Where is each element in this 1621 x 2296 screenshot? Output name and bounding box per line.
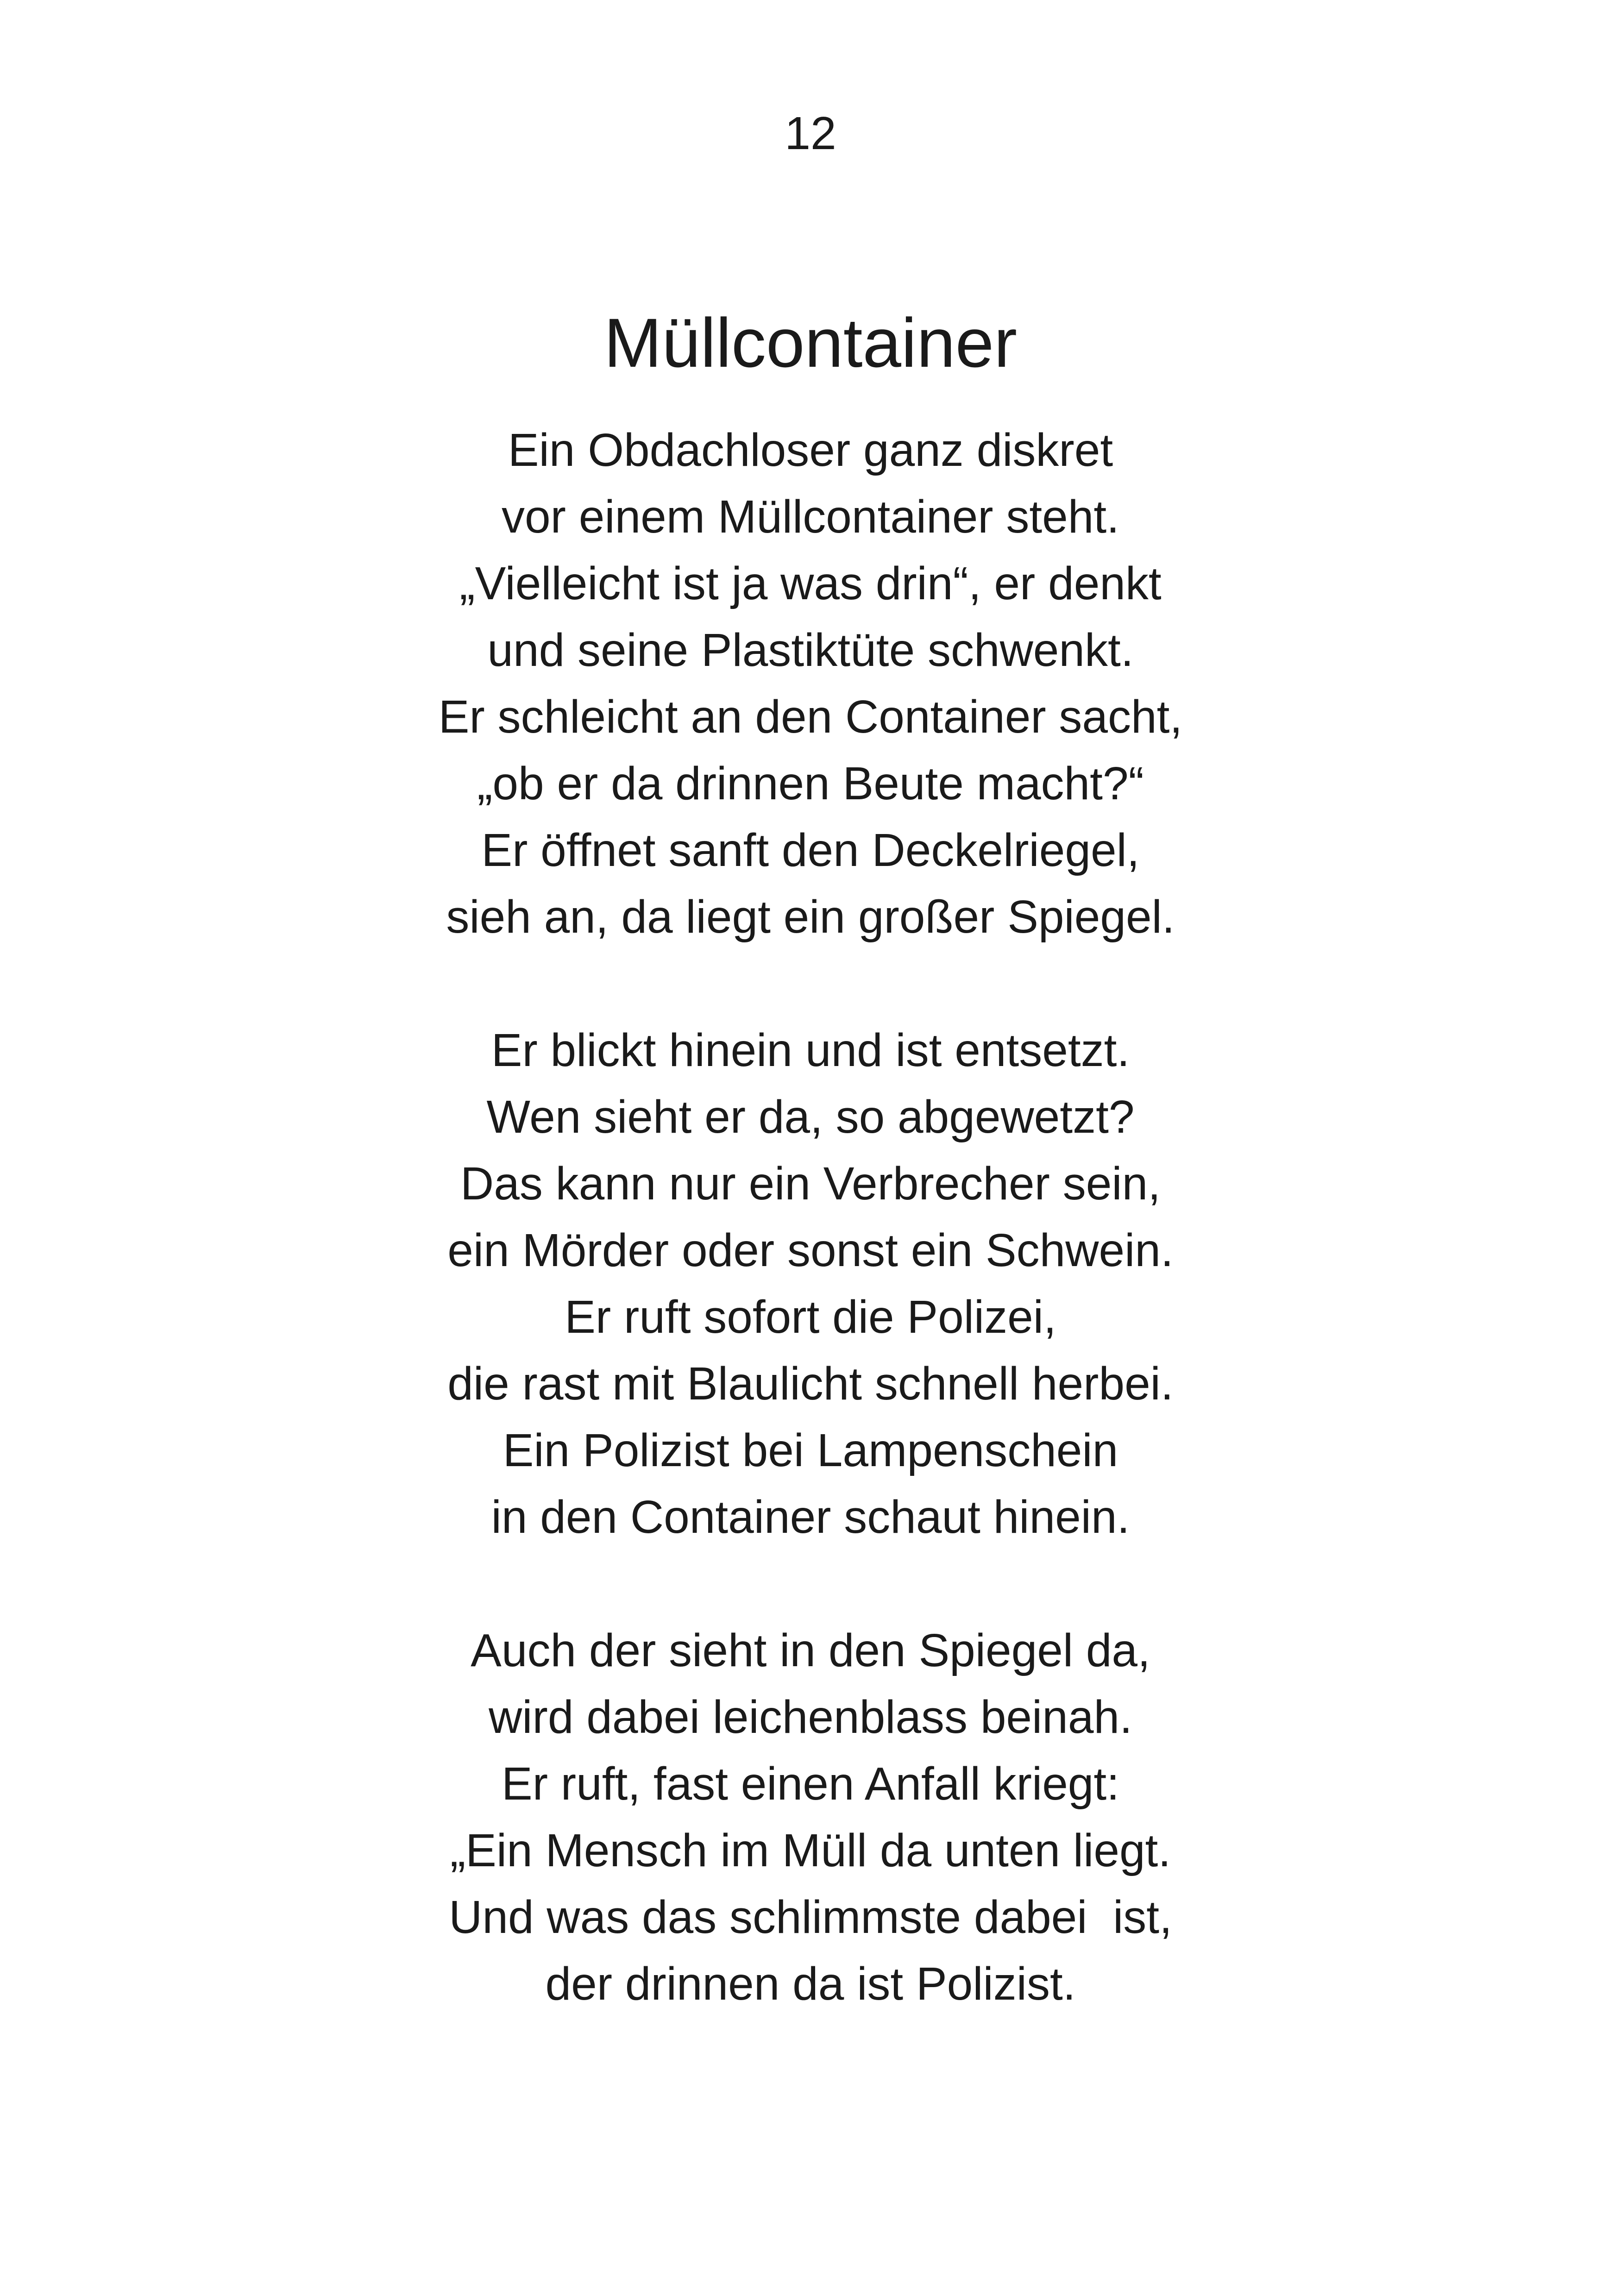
poem-line: Er ruft, fast einen Anfall kriegt: [502, 1758, 1119, 1810]
poem-line: der drinnen da ist Polizist. [545, 1958, 1076, 2010]
poem-line: Ein Obdachloser ganz diskret [508, 424, 1113, 476]
poem-line: Und was das schlimmste dabei ist, [449, 1891, 1172, 1943]
poem-line: die rast mit Blaulicht schnell herbei. [447, 1358, 1174, 1410]
stanza [0, 417, 1621, 950]
stanza [0, 1617, 1621, 2017]
poem-line: sieh an, da liegt ein großer Spiegel. [446, 891, 1175, 943]
poem-line: Er öffnet sanft den Deckelriegel, [481, 824, 1140, 876]
poem-line: „ob er da drinnen Beute macht?“ [477, 758, 1144, 809]
poem-line: Wen sieht er da, so abgewetzt? [486, 1091, 1135, 1143]
poem-line: vor einem Müllcontainer steht. [502, 491, 1119, 543]
poem-line: Er ruft sofort die Polizei, [565, 1291, 1056, 1343]
stanza [0, 1017, 1621, 1550]
poem-line: „Ein Mensch im Müll da unten liegt. [450, 1825, 1171, 1876]
poem-line: „Vielleicht ist ja was drin“, er denkt [459, 558, 1162, 609]
poem-line: Auch der sieht in den Spiegel da, [471, 1625, 1150, 1676]
poem-line: Er blickt hinein und ist entsetzt. [491, 1024, 1130, 1076]
page-number: 12 [785, 107, 836, 159]
poem-line: ein Mörder oder sonst ein Schwein. [447, 1224, 1174, 1276]
poem-line: Er schleicht an den Container sacht, [438, 691, 1183, 743]
poem-line: und seine Plastiktüte schwenkt. [487, 624, 1134, 676]
poem-line: in den Container schaut hinein. [491, 1491, 1130, 1543]
poem-title: Müllcontainer [603, 304, 1018, 382]
poem-line: Das kann nur ein Verbrecher sein, [460, 1158, 1161, 1210]
poem-line: Ein Polizist bei Lampenschein [503, 1424, 1118, 1476]
poem-body [0, 417, 1621, 2017]
poem-line: wird dabei leichenblass beinah. [489, 1691, 1132, 1743]
